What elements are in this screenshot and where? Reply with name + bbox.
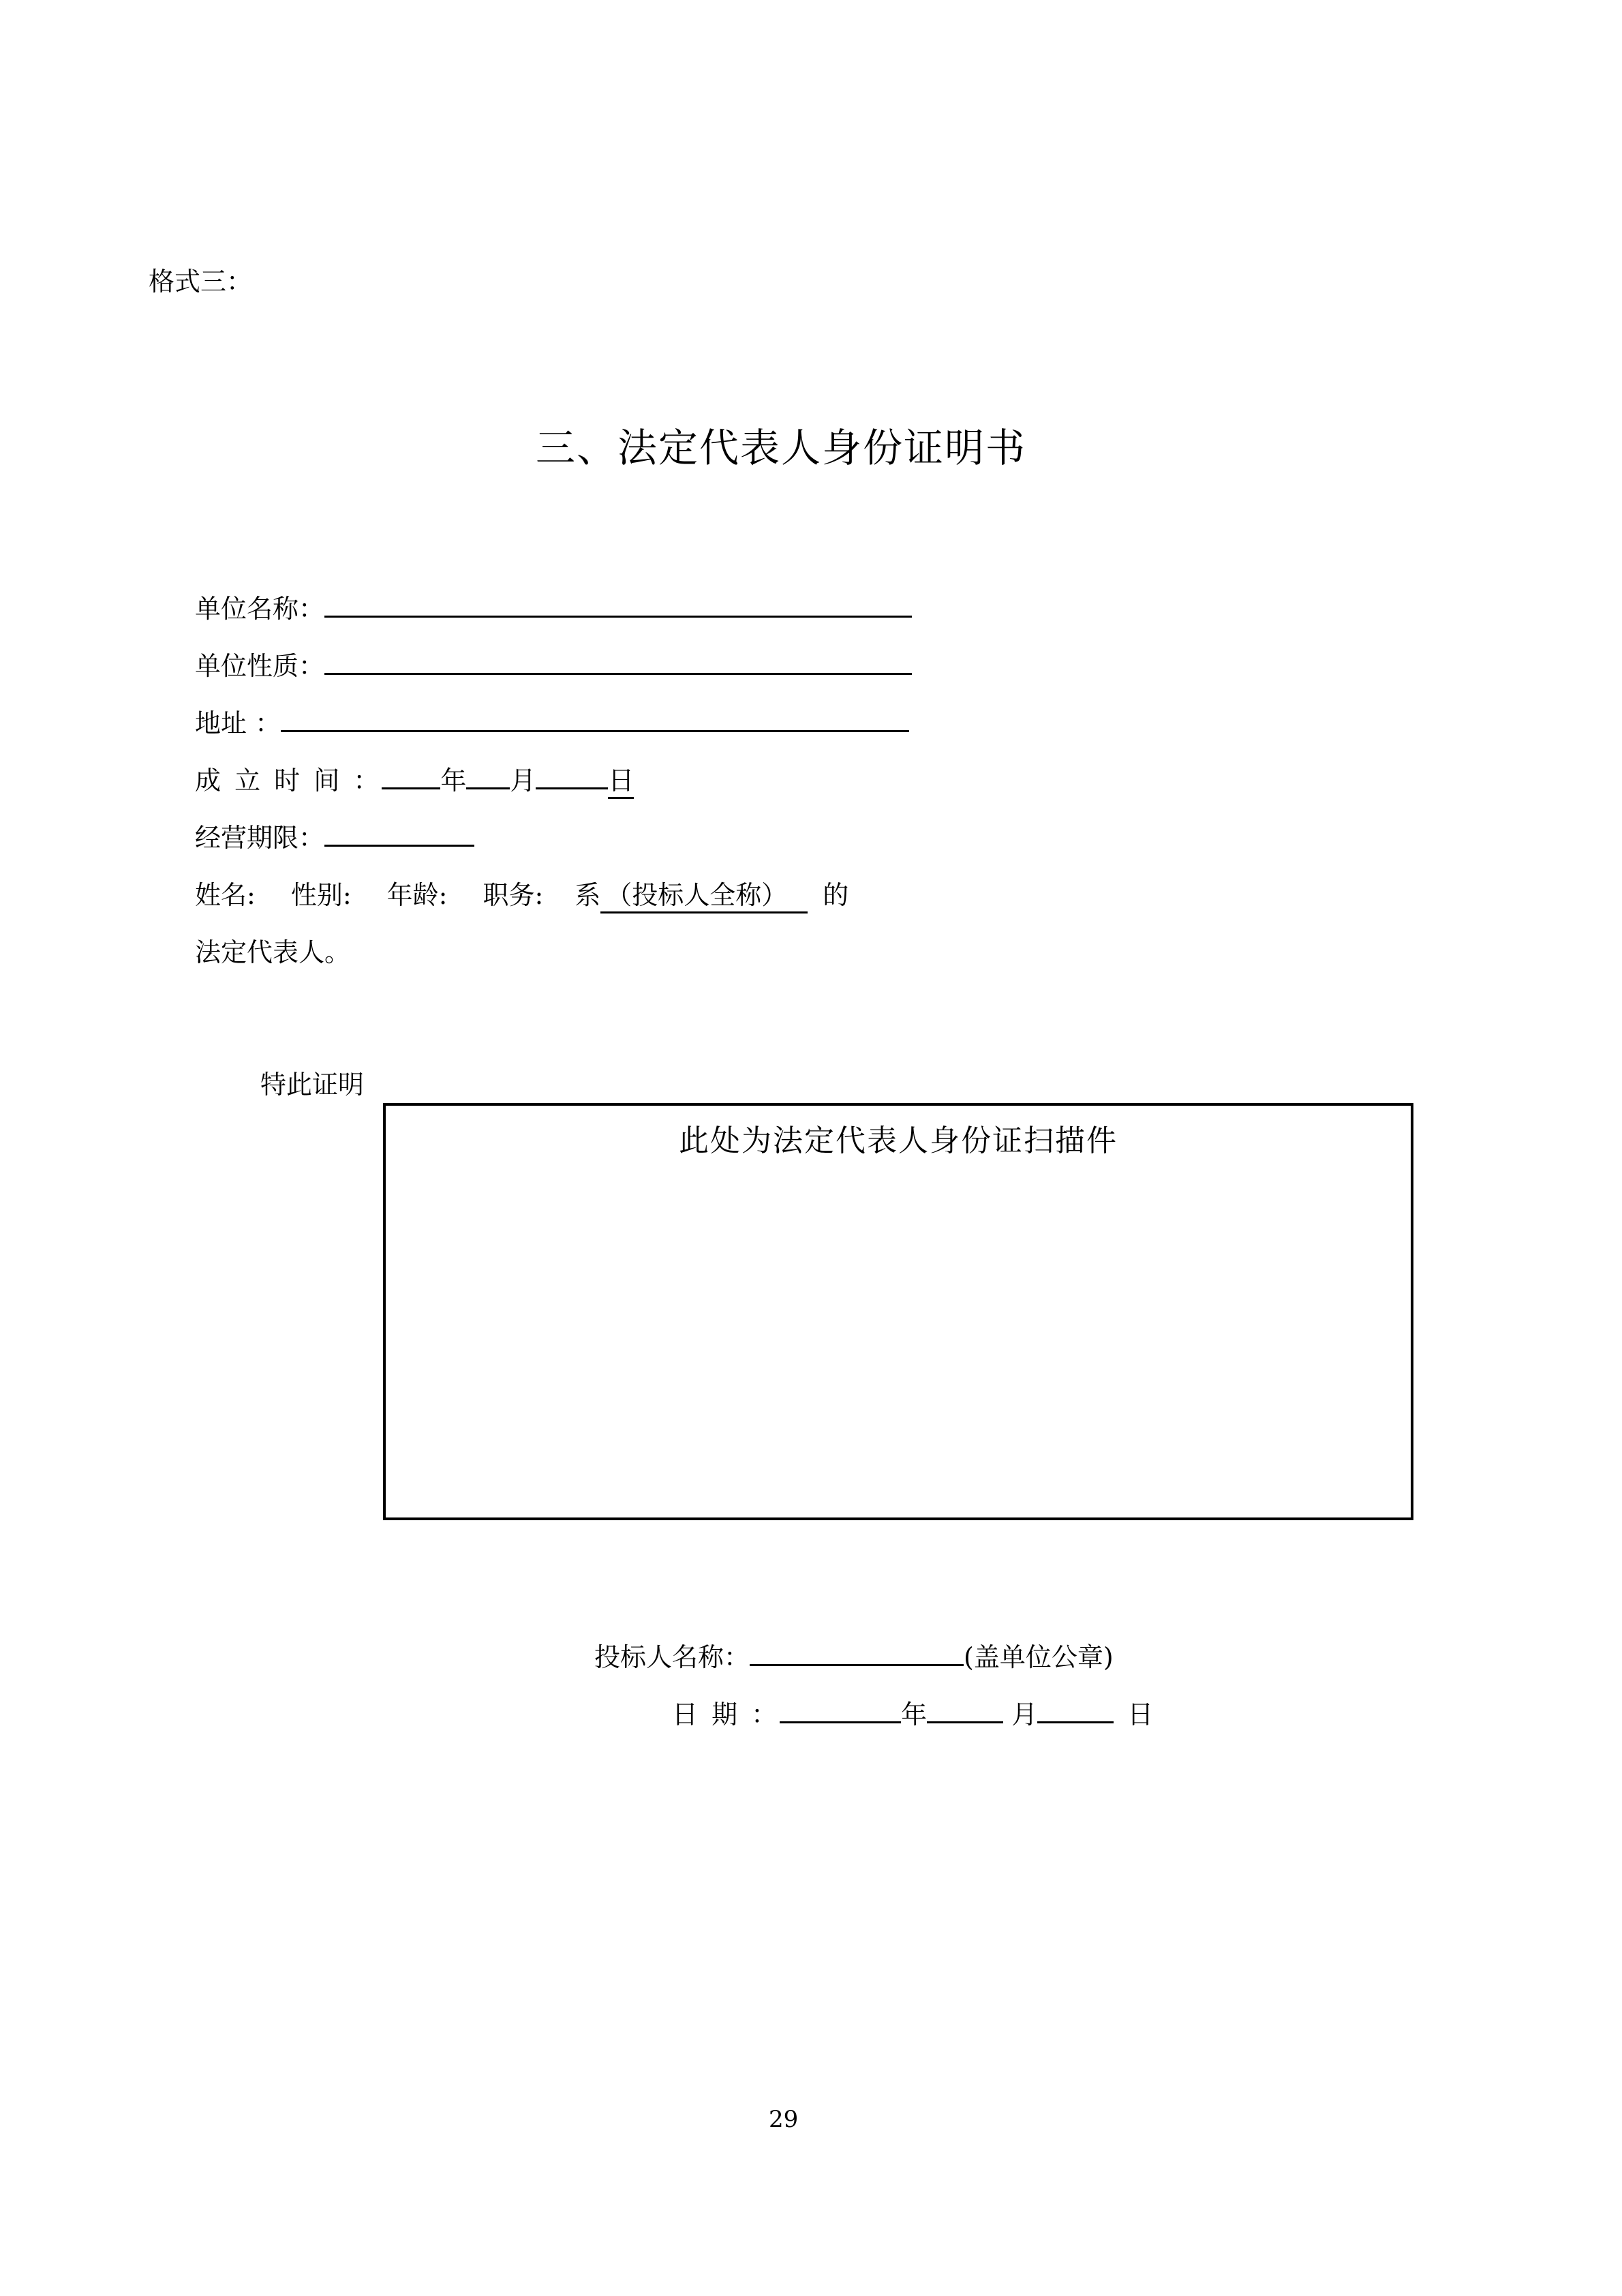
established-year-label: 年 <box>440 766 467 796</box>
unit-name-row <box>195 596 912 622</box>
bidder-name-field[interactable] <box>750 1664 964 1666</box>
business-term-label: 经营期限： <box>195 823 325 853</box>
person-row <box>195 882 848 908</box>
of-label: 的 <box>823 880 849 910</box>
age-label: 年龄: <box>386 880 448 910</box>
address-field[interactable] <box>281 730 909 732</box>
is-label: 系 <box>575 880 601 910</box>
established-month-label: 月 <box>510 766 536 796</box>
established-row <box>195 768 634 794</box>
address-row <box>195 710 909 736</box>
sign-date-row <box>672 1702 1153 1727</box>
sign-day-field[interactable] <box>1037 1721 1114 1723</box>
business-term-field[interactable] <box>324 845 474 847</box>
format-label: 格式三： <box>149 267 253 297</box>
address-label: 地址 ： <box>195 708 281 738</box>
established-day-label: 日 <box>608 766 634 799</box>
sign-month-label: 月 <box>1011 1700 1038 1729</box>
established-label: 成 立 时 间 ： <box>195 766 382 796</box>
established-year-field[interactable] <box>382 787 440 789</box>
sign-year-label: 年 <box>901 1700 928 1729</box>
page-title: 三、法定代表人身份证明书 <box>536 425 1027 471</box>
business-term-row <box>195 825 474 851</box>
seal-note: (盖单位公章) <box>964 1642 1114 1672</box>
sign-month-field[interactable] <box>927 1721 1003 1723</box>
unit-nature-field[interactable] <box>324 673 912 675</box>
sign-year-field[interactable] <box>780 1721 901 1723</box>
gender-label: 性别: <box>290 880 352 910</box>
established-day-field[interactable] <box>536 787 608 789</box>
sign-day-label: 日 <box>1127 1700 1154 1729</box>
established-month-field[interactable] <box>466 787 510 789</box>
unit-name-label: 单位名称： <box>195 594 325 624</box>
scan-box-label: 此处为法定代表人身份证扫描件 <box>679 1123 1118 1158</box>
unit-nature-row <box>195 653 912 679</box>
bidder-name-row <box>594 1644 1114 1670</box>
bidder-full-name: （投标人全称） <box>600 880 808 913</box>
unit-name-field[interactable] <box>324 616 912 618</box>
bidder-name-label: 投标人名称： <box>594 1642 750 1672</box>
position-label: 职务: <box>483 880 544 910</box>
id-scan-placeholder[interactable] <box>383 1103 1413 1520</box>
page-number: 29 <box>769 2106 799 2133</box>
certify-text: 特此证明 <box>260 1070 365 1100</box>
name-label: 姓名: <box>195 880 256 910</box>
unit-nature-label: 单位性质： <box>195 651 325 681</box>
date-label: 日 期 ： <box>672 1700 780 1729</box>
person-continuation: 法定代表人。 <box>195 937 351 967</box>
